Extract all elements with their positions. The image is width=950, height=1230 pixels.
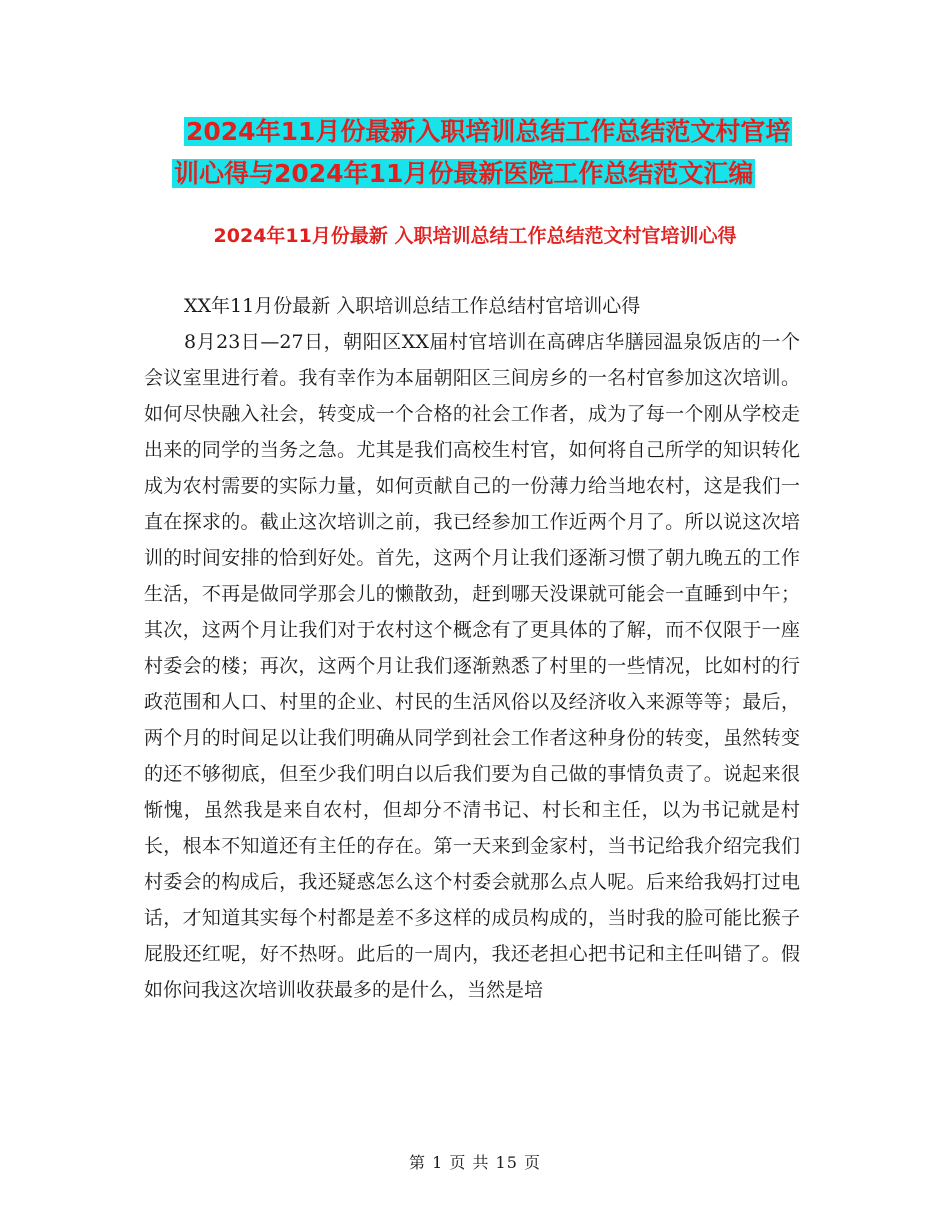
title-line-1-text: 2024年11月份最新入职培训总结工作总结范文村官培 (186, 117, 791, 146)
document-title-line-2 (0, 154, 950, 194)
title-line-2-text: 训心得与2024年11月份最新医院工作总结范文汇编 (174, 159, 754, 188)
document-title (0, 112, 950, 194)
document-title-line-1 (0, 112, 950, 152)
document-body (144, 288, 800, 1008)
subtitle-paragraph: XX年11月份最新 入职培训总结工作总结村官培训心得 (184, 295, 641, 317)
page-number-footer: 第 1 页 共 15 页 (409, 1153, 541, 1172)
body-paragraph: 8月23日—27日，朝阳区XX届村官培训在高碑店华膳园温泉饭店的一个会议室里进行着。我有幸作为本届朝阳区三间房乡的一名村官参加这次培训。如何尽快融入社会，转变成一个合格的社会工作者，成为了每一个刚从学校走出来的同学的当务之急。尤其是我们高校生村官，如何将自己所学的知识转化成为农村需要的实际力量，如何贡献自己的一份薄力给当地农村，这是我们一直在探求的。截止这次培训之前，我已经参加工作近两个月了。所以说这次培训的时间安排的恰到好处。首先，这两个月让我们逐渐习惯了朝九晚五的工作生活，不再是做同学那会儿的懒散劲，赶到哪天没课就可能会一直睡到中午；其次，这两个月让我们对于农村这个概念有了更具体的了解，而不仅限于一座村委会的楼；再次，这两个月让我们逐渐熟悉了村里的一些情况，比如村的行政范围和人口、村里的企业、村民的生活风俗以及经济收入来源等等；最后，两个月的时间足以让我们明确从同学到社会工作者这种身份的转变，虽然转变的还不够彻底，但至少我们明白以后我们要为自己做的事情负责了。说起来很惭愧，虽然我是来自农村，但却分不清书记、村长和主任，以为书记就是村长，根本不知道还有主任的存在。第一天来到金家村，当书记给我介绍完我们村委会的构成后，我还疑惑怎么这个村委会就那么点人呢。后来给我妈打过电话，才知道其实每个村都是差不多这样的成员构成的，当时我的脸可能比猴子屁股还红呢，好不热呀。此后的一周内，我还老担心把书记和主任叫错了。假如你问我这次培训收获最多的是什么，当然是培 (144, 331, 800, 1001)
section-heading: 2024年11月份最新 入职培训总结工作总结范文村官培训心得 (213, 225, 737, 247)
